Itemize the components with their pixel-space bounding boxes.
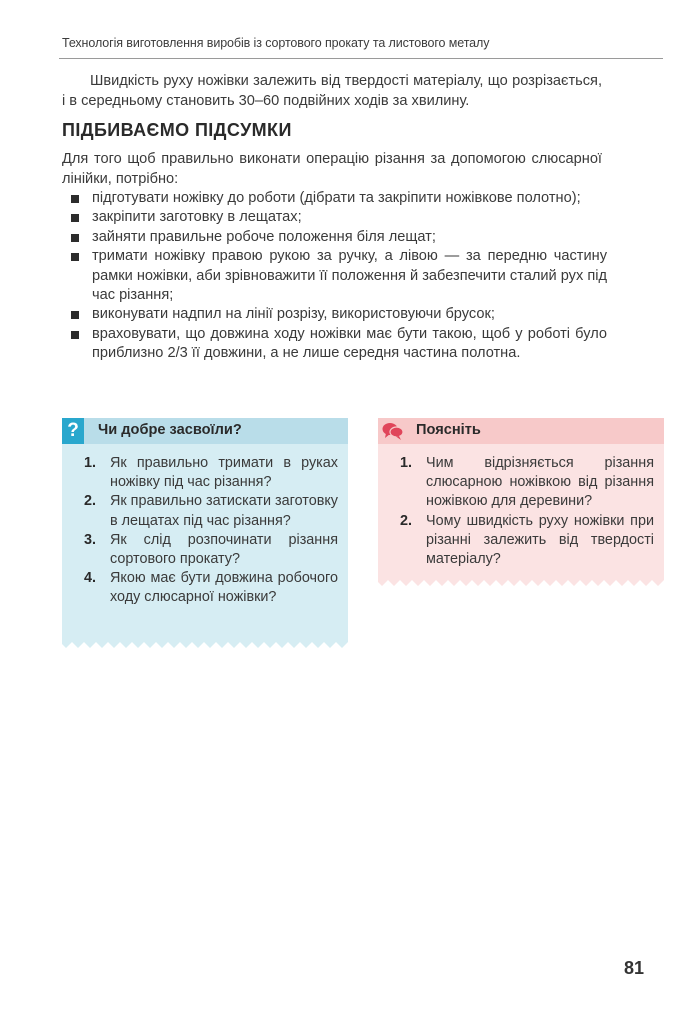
explain-title: Поясніть xyxy=(416,422,481,438)
question-number: 1. xyxy=(84,455,97,471)
bullet-item xyxy=(62,208,607,227)
bullet-square-icon xyxy=(71,214,79,222)
question-item xyxy=(62,569,338,607)
question-item xyxy=(62,492,338,530)
question-text: Чим відрізняється різання слюсарною ножівкою від різання ножівкою для деревини? xyxy=(426,455,654,510)
self-check-box xyxy=(62,418,348,640)
section-title: ПІДБИВАЄМО ПІДСУМКИ xyxy=(62,120,292,140)
question-number: 3. xyxy=(84,531,97,548)
intro-paragraph: Швидкість руху ножівки залежить від твердості матеріалу, що розрізається, і в середньому становить 30–60 подвійних ходів за хвилину. xyxy=(62,73,602,109)
box-zigzag-edge xyxy=(378,578,664,586)
self-check-questions xyxy=(62,454,338,608)
bullet-text: закріпити заготовку в лещатах; xyxy=(92,209,302,226)
question-text: Як правильно тримати в руках ножівку під час різання? xyxy=(110,455,338,491)
header-divider xyxy=(59,58,663,59)
bullet-text: підготувати ножівку до роботи (дібрати та закріпити ножівкове полотно); xyxy=(92,190,581,206)
bullet-text: виконувати надпил на лінії розрізу, використовуючи брусок; xyxy=(92,306,495,323)
bullet-square-icon xyxy=(71,234,79,242)
question-icon: ? xyxy=(62,418,84,444)
bullet-square-icon xyxy=(71,311,79,319)
question-text: Якою має бути довжина робочого ходу слюсарної ножівки? xyxy=(110,570,338,606)
bullet-text: враховувати, що довжина ходу ножівки має бути такою, щоб у роботі було приблизно 2/3 її довжини, а не лише середня частина полотна. xyxy=(92,325,607,362)
question-item xyxy=(62,531,338,569)
question-text: Як слід розпочинати різання сортового прокату? xyxy=(110,531,338,568)
question-text: Чому швидкість руху ножівки при різанні залежить від твердості матеріалу? xyxy=(426,512,654,568)
summary-lead: Для того щоб правильно виконати операцію різання за допомогою слюсарної лінійки, потрібно: xyxy=(62,151,602,187)
bullet-square-icon xyxy=(71,195,79,203)
question-item xyxy=(378,454,654,512)
question-item xyxy=(378,512,654,570)
summary-bullet-list xyxy=(62,189,607,364)
self-check-header xyxy=(62,418,348,444)
running-title: Технологія виготовлення виробів із сортового прокату та листового металу xyxy=(62,36,490,50)
question-number: 1. xyxy=(400,455,413,471)
question-number: 2. xyxy=(84,493,97,510)
self-check-title: Чи добре засвоїли? xyxy=(98,422,242,438)
bullet-square-icon xyxy=(71,253,79,261)
bullet-item xyxy=(62,189,607,208)
box-zigzag-edge xyxy=(62,640,348,648)
bullet-text: зайняти правильне робоче положення біля лещат; xyxy=(92,228,436,245)
speech-bubbles-icon xyxy=(382,421,404,441)
bullet-text: тримати ножівку правою рукою за ручку, а лівою — за передню частину рамки ножівки, аби зрівноважити її положення й забезпечити сталий рух під час різання; xyxy=(92,248,607,304)
question-number: 2. xyxy=(400,512,413,529)
bullet-square-icon xyxy=(71,331,79,339)
question-number: 4. xyxy=(84,570,97,587)
bullet-item xyxy=(62,247,607,305)
question-item xyxy=(62,454,338,492)
bullet-item xyxy=(62,305,607,324)
explain-box xyxy=(378,418,664,578)
explain-questions xyxy=(378,454,654,569)
question-text: Як правильно затискати заготовку в лещатах під час різання? xyxy=(110,493,339,529)
bullet-item xyxy=(62,325,607,364)
explain-header xyxy=(378,418,664,444)
bullet-item xyxy=(62,228,607,247)
page-number: 81 xyxy=(624,958,645,978)
